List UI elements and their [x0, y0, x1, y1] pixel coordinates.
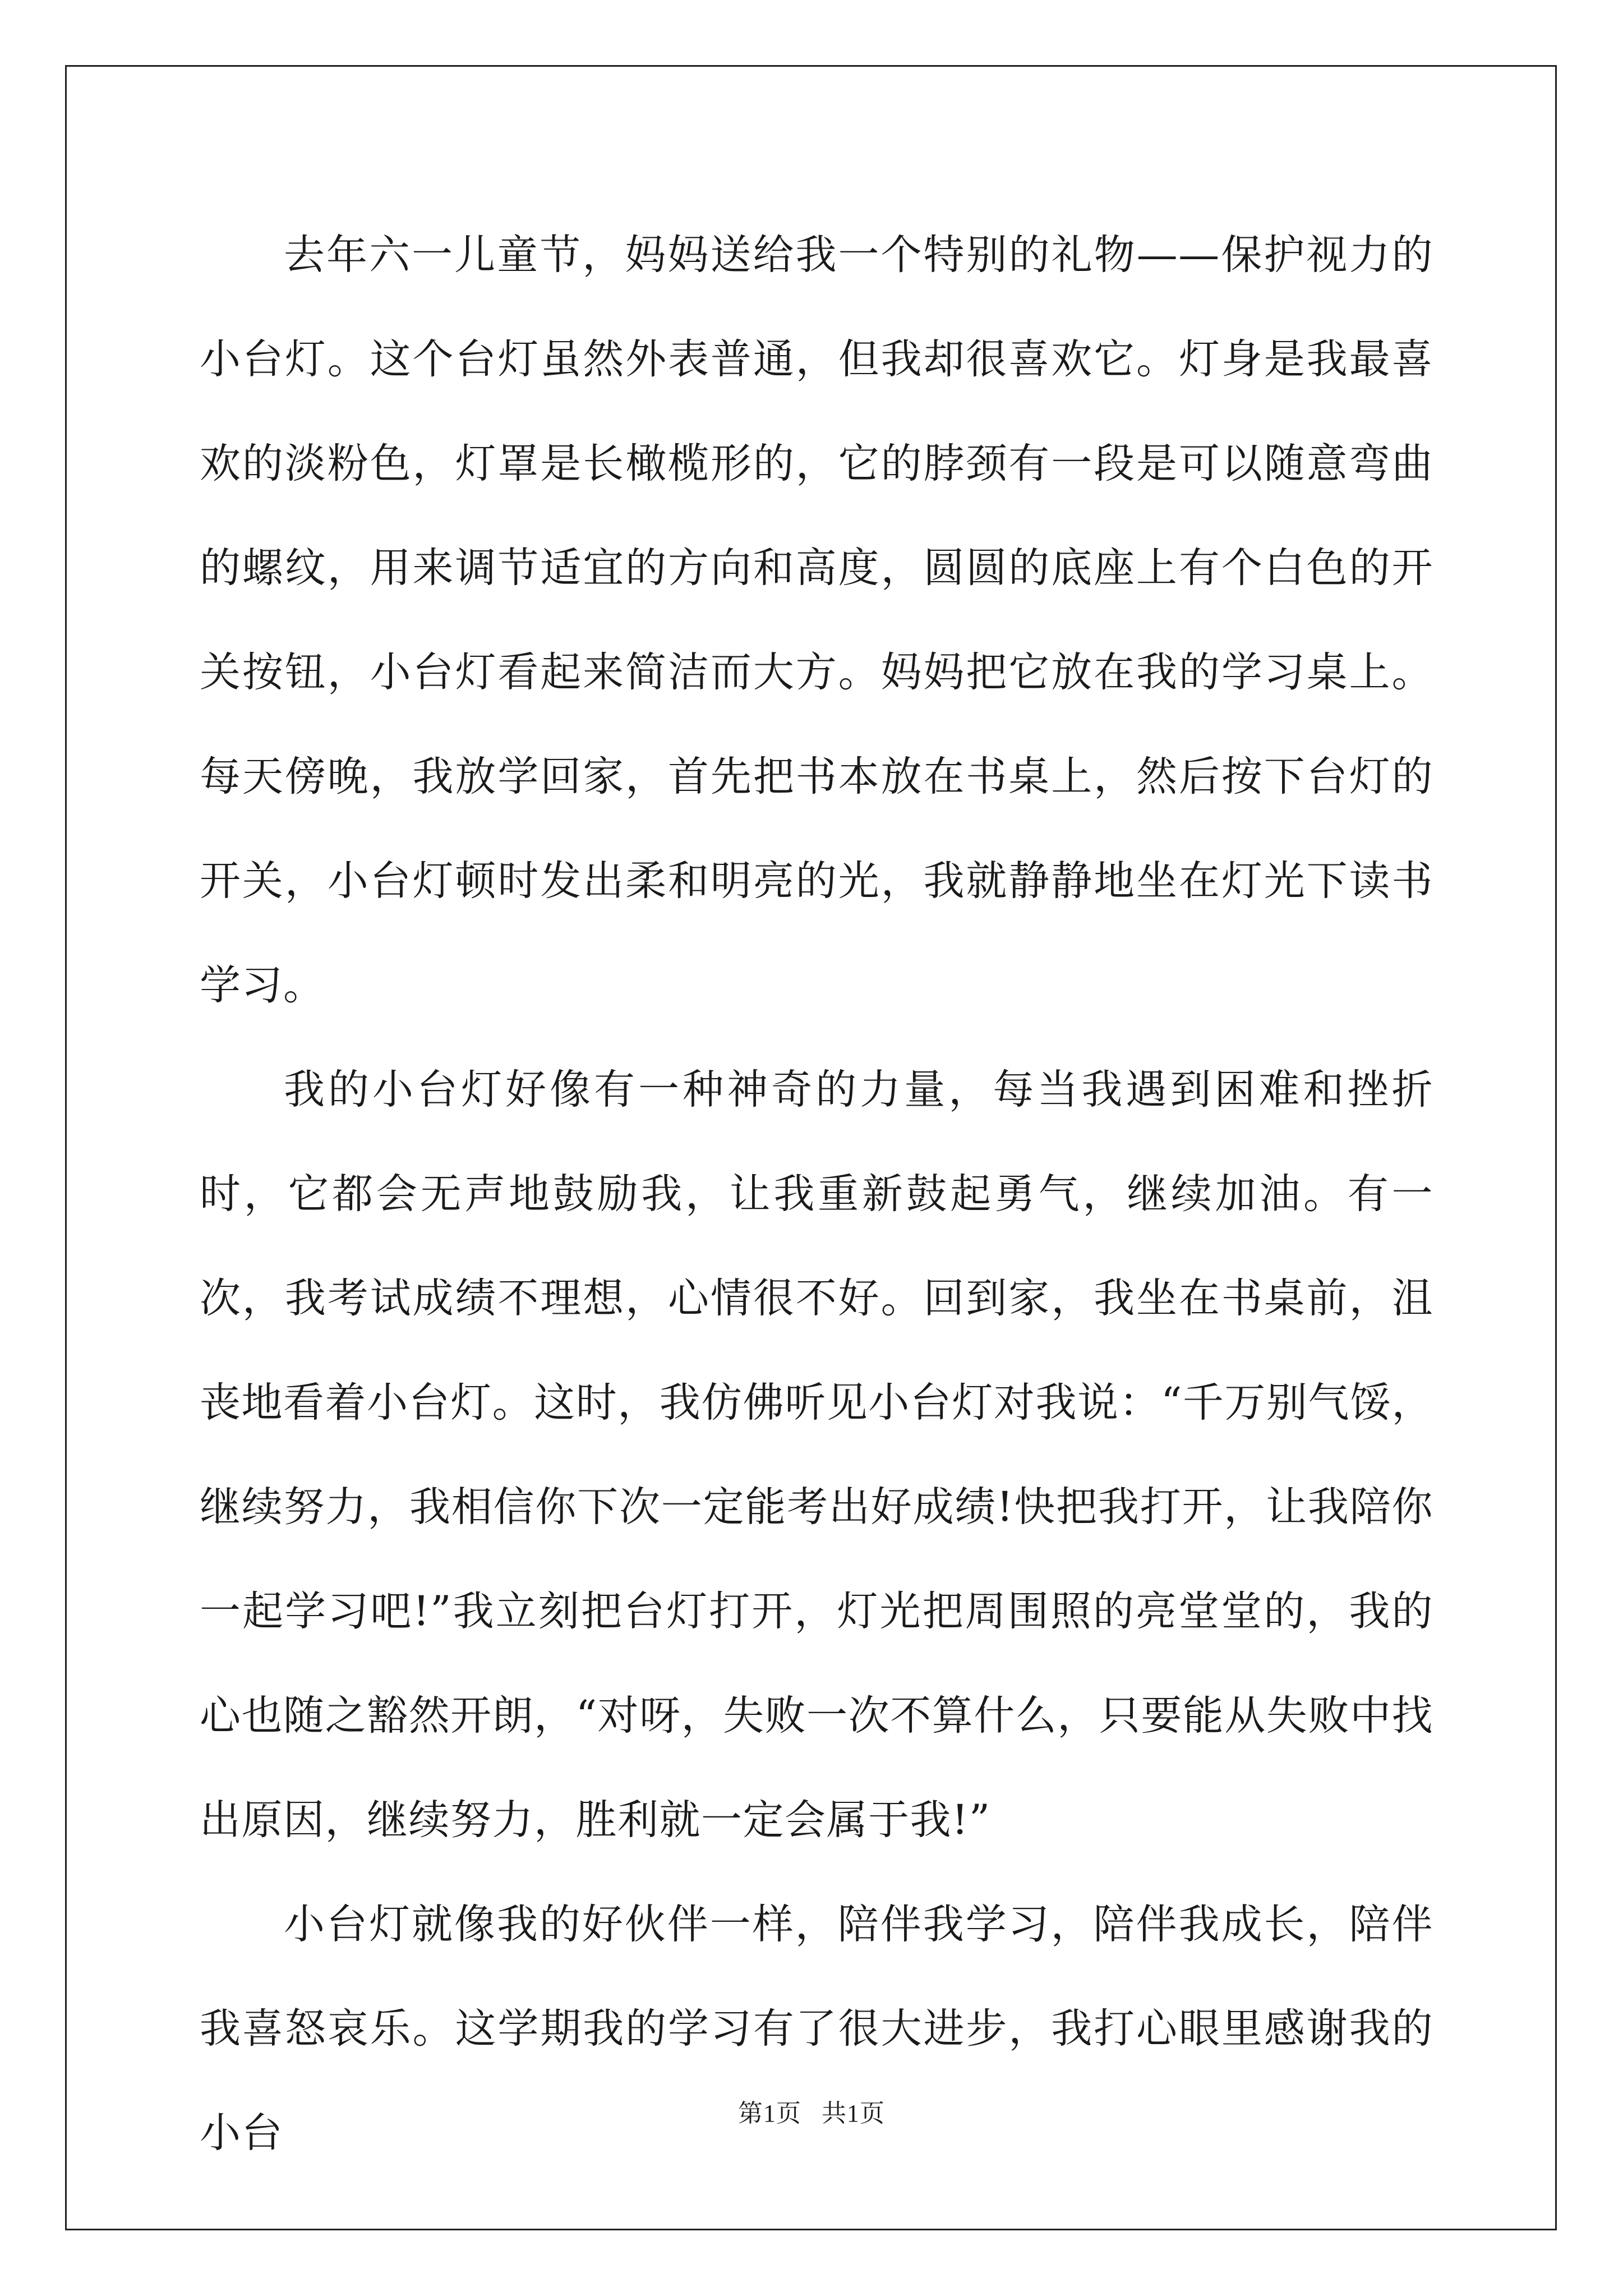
page-number-footer: 第1页 共1页 — [738, 2100, 885, 2127]
paragraph-2: 我的小台灯好像有一种神奇的力量，每当我遇到困难和挫折时，它都会无声地鼓励我，让我重新鼓起勇气，继续加油。有一次，我考试成绩不理想，心情很不好。回到家，我坐在书桌前，沮丧地看着小台灯。这时，我仿佛听见小台灯对我说：“千万别气馁，继续努力，我相信你下次一定能考出好成绩!快把我打开，让我陪你一起学习吧!”我立刻把台灯打开，灯光把周围照的亮堂堂的，我的心也随之豁然开朗，“对呀，失败一次不算什么，只要能从失败中找出原因，继续努力，胜利就一定会属于我!” — [200, 1066, 1433, 1844]
paragraph-3: 小台灯就像我的好伙伴一样，陪伴我学习，陪伴我成长，陪伴我喜怒哀乐。这学期我的学习有了很大进步，我打心眼里感谢我的小台 — [200, 1901, 1433, 2157]
paragraph-1: 去年六一儿童节，妈妈送给我一个特别的礼物——保护视力的小台灯。这个台灯虽然外表普通，但我却很喜欢它。灯身是我最喜欢的淡粉色，灯罩是长橄榄形的，它的脖颈有一段是可以随意弯曲的螺纹，用来调节适宜的方向和高度，圆圆的底座上有个白色的开关按钮，小台灯看起来简洁而大方。妈妈把它放在我的学习桌上。每天傍晚，我放学回家，首先把书本放在书桌上，然后按下台灯的开关，小台灯顿时发出柔和明亮的光，我就静静地坐在灯光下读书学习。 — [200, 231, 1433, 1009]
document-body — [200, 203, 1433, 2185]
